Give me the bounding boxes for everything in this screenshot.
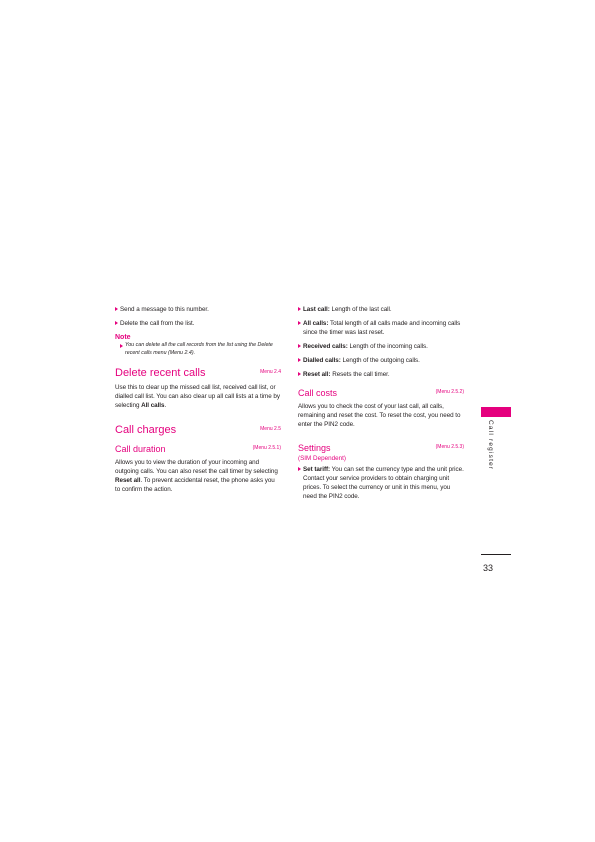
bullet-send-message: Send a message to this number. (115, 305, 281, 314)
item-term: Received calls: (303, 343, 348, 350)
list-item (298, 319, 464, 337)
note-text: You can delete all the call records from the list using the Delete recent calls menu (Menu 2.4). (115, 342, 281, 357)
all-calls-term: All calls (141, 402, 165, 409)
call-charges-heading-row (115, 424, 281, 437)
call-charges-heading: Call charges (115, 424, 177, 436)
left-column (115, 305, 281, 494)
settings-heading: Settings (298, 443, 331, 453)
item-term: Reset all: (303, 371, 331, 378)
list-item (298, 370, 464, 379)
set-tariff-item (298, 465, 464, 501)
delete-recent-heading-row (115, 367, 281, 380)
call-duration-body-text: Allows you to view the duration of your incoming and outgoing calls. You can also reset the call timer by selecting (115, 459, 278, 475)
page-number-divider (481, 554, 511, 555)
duration-items-list (298, 305, 464, 379)
call-duration-heading-row (115, 444, 281, 455)
settings-heading-row (298, 443, 464, 454)
bullet-delete-call: Delete the call from the list. (115, 319, 281, 328)
delete-recent-body-text: Use this to clear up the missed call list, received call list, or dialled call list. You can also clear up all call lists at a time by selecting (115, 384, 280, 409)
item-desc: Length of the outgoing calls. (340, 357, 420, 364)
item-term: All calls: (303, 320, 329, 327)
delete-recent-body-end: . (164, 402, 167, 409)
call-duration-menu-ref: (Menu 2.5.1) (252, 445, 281, 451)
call-costs-heading-row (298, 388, 464, 399)
note-box (115, 334, 281, 357)
item-desc: Resets the call timer. (330, 371, 390, 378)
reset-all-term: Reset all (115, 477, 141, 484)
call-charges-menu-ref: Menu 2.5 (260, 426, 281, 432)
call-duration-body-end: . To prevent accidental reset, the phone asks you to confirm the action. (115, 477, 275, 493)
set-tariff-desc: You can set the currency type and the unit price. Contact your service providers to obtain charging unit prices. To select the currency or unit in this menu, you need the PIN2 code. (303, 466, 464, 500)
list-item (298, 305, 464, 314)
item-term: Dialled calls: (303, 357, 341, 364)
note-title: Note (115, 334, 131, 341)
call-duration-heading: Call duration (115, 444, 166, 454)
item-desc: Length of the last call. (329, 306, 392, 313)
set-tariff-term: Set tariff: (303, 466, 331, 473)
item-desc: Length of the incoming calls. (347, 343, 428, 350)
item-term: Last call: (303, 306, 330, 313)
delete-recent-heading: Delete recent calls (115, 367, 206, 379)
call-costs-body: Allows you to check the cost of your last call, all calls, remaining and reset the cost. To reset the cost, you need to enter the PIN2 code. (298, 403, 461, 428)
page-number: 33 (483, 563, 494, 573)
call-duration-body (115, 458, 281, 494)
settings-menu-ref: (Menu 2.5.3) (435, 444, 464, 450)
section-tab-marker (481, 407, 511, 417)
call-costs-menu-ref: (Menu 2.5.2) (435, 389, 464, 395)
delete-recent-menu-ref: Menu 2.4 (260, 369, 281, 375)
sim-dependent-label: (SIM Dependent) (298, 455, 346, 462)
list-item (298, 342, 464, 351)
call-costs-heading: Call costs (298, 388, 338, 398)
item-desc: Total length of all calls made and incoming calls since the timer was last reset. (303, 320, 461, 336)
section-tab-label: Call register (487, 420, 494, 471)
right-column (298, 305, 464, 506)
delete-recent-body (115, 383, 281, 410)
list-item (298, 356, 464, 365)
